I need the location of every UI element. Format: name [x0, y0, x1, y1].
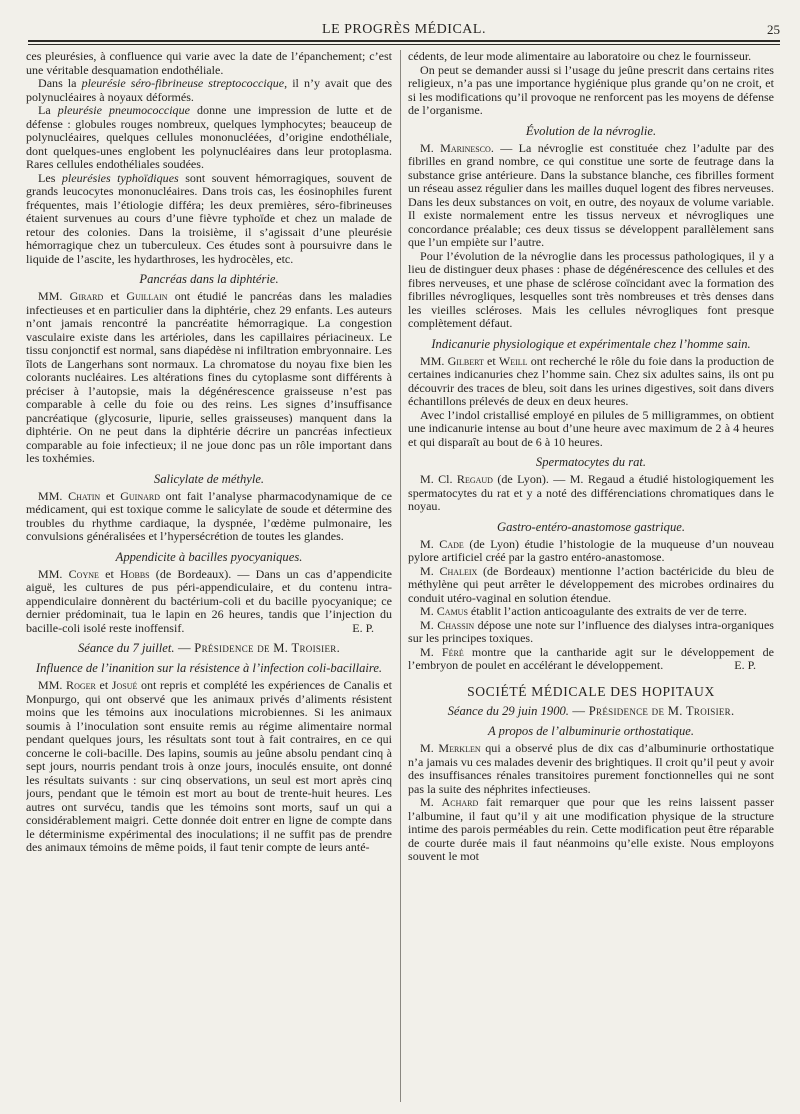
- section-heading-appendicite: Appendicite à bacilles pyocyaniques.: [115, 549, 303, 564]
- paragraph: Avec l’indol cristallisé employé en pilules de 5 milligrammes, on obtient une indicanurie intense au bout d’une heure avec maximum de 2 à 4 heures et qui disparaît au bout de 6 à 10 heures.: [408, 407, 774, 449]
- journal-title: LE PROGRÈS MÉDICAL.: [322, 22, 486, 37]
- paragraph: La pleurésie pneumococcique donne une impression de lutte et de défense : globules rouges nombreux, quelques lymphocytes; beauceup de polynucléaires, quelques cellules mononucléées, d’origine endothéliale, dont quelques-unes englobent les polynucléaires dans leur protoplasma. Rares cellules endothéliales soudées.: [26, 103, 392, 171]
- society-heading: SOCIÉTÉ MÉDICALE DES HOPITAUX: [467, 683, 715, 699]
- paragraph: MM. Coyne et Hobbs (de Bordeaux). — Dans un cas d’appendicite aiguë, les cultures de pus péri-appendiculaire, et du contenu intra-appendiculaire donnèrent du bactérium-coli et du bacille pyocyanique; ce dernier prédominait, tua le lapin en 26 heures, tandis que l’injection du bacille-coli isolé reste inoffensif. E. P.: [26, 566, 392, 635]
- paragraph: MM. Girard et Guillain ont étudié le pancréas dans les maladies infectieuses et en particulier dans la diphtérie, chez 29 enfants. Les auteurs n’ont jamais rencontré la pancréatite hémorragique. La congestion vasculaire existe dans les artérioles, dans les capillaires périacineux. Le tissu conjonctif est normal, sans diapédèse ni infiltration embryonnaire. Les îlots de Langerhans sont normaux. La chromatose du noyau fixe bien les colorants nucléaires. Les altérations fines du cytoplasme sont différents à préciser à l’autopsie, mais la dégénérescence graisseuse n’est pas comparable à celle du foie ou des reins. Les signes d’insuffisance pancréatique (glycosurie, lipurie, selles graisseuses) manquent dans la diphtérie. On ne peut dans la diphtérie décrire un pancréas infectieux comparable au foie infectieux; il ne joue donc pas un rôle important dans les toxhémies.: [26, 289, 392, 465]
- section-heading-spermatocytes: Spermatocytes du rat.: [535, 455, 647, 469]
- author-name: Roger: [66, 678, 96, 692]
- paragraph: M. Merklen qui a observé plus de dix cas d’albuminurie orthostatique n’a jamais vu ces malades devenir des brightiques. Il croit qu’il peut y avoir des insuffisances rénales transitoires purement fonctionnelles qui ne sont pas la suite des néphrites infectieuses.: [408, 741, 774, 796]
- seance-line: Séance du 29 juin 1900. — Présidence de M. Troisier.: [447, 704, 735, 718]
- left-column: [26, 50, 392, 1102]
- column-divider: [400, 50, 401, 1102]
- paragraph: On peut se demander aussi si l’usage du jeûne prescrit dans certains rites religieux, n’a pas une importance hygiénique plus grande qu’on ne croit, et si les modifications qu’il provoque ne renforcent pas les moyens de défense de l’organisme.: [408, 62, 774, 117]
- paragraph: M. Achard fait remarquer que pour que les reins laissent passer l’albumine, il faut qu’il y ait une modification physique de la structure intime des parois perméables du rein. Cette modification peut être réparable de courte durée mais il faut néanmoins qu’elle existe. Nous employons souvent le mot: [408, 795, 774, 863]
- paragraph: ces pleurésies, à confluence qui varie avec la date de l’épanchement; c’est une véritable desquamation endothéliale.: [26, 50, 392, 77]
- author-name: Achard: [441, 795, 479, 809]
- paragraph: Dans la pleurésie séro-fibrineuse streptococcique, il n’y avait que des polynucléaires à noyaux déformés.: [26, 76, 392, 104]
- paragraph: M. Cade (de Lyon) étudie l’histologie de la muqueuse d’un nouveau pylore artificiel créé par la gastro entéro-anastomose.: [408, 536, 774, 564]
- header-rule: [28, 40, 780, 45]
- author-name: Chassin: [437, 617, 475, 632]
- author-name: Hobbs: [120, 566, 150, 581]
- paragraph: M. Camus établit l’action anticoagulante des extraits de ver de terre.: [420, 604, 747, 618]
- section-heading-nevroglie: Évolution de la névroglie.: [525, 123, 657, 138]
- paragraph: M. Féré montre que la cantharide agit sur le développement de l’embryon de poulet en accélérant le développement. E. P.: [408, 644, 774, 672]
- author-name: Chaleix: [439, 563, 478, 578]
- running-head: [28, 22, 780, 38]
- paragraph: Pour l’évolution de la névroglie dans les processus pathologiques, il y a lieu de distinguer deux phases : phase de dégénérescence des cellules et des fibres nerveuses, et une phase de sclérose coïncidant avec la formation des fibrilles névrogliques, lesquelles sont très nombreuses et très denses dans les vieilles scléroses. Mais les cellules névrogliques font presque complètement défaut.: [408, 248, 774, 330]
- section-heading-inanition: Influence de l’inanition sur la résistence à l’infection coli-bacillaire.: [35, 661, 383, 675]
- author-name: Weill: [498, 353, 528, 368]
- section-heading-salicylate: Salicylate de méthyle.: [153, 471, 265, 486]
- seance-line: Séance du 7 juillet. — Présidence de M. Troisier.: [77, 641, 341, 655]
- author-name: Coyne: [68, 566, 99, 581]
- paragraph: M. Chassin dépose une note sur l’influence des dialyses intra-organiques sur les principes toxiques.: [408, 617, 774, 645]
- section-heading-indicanurie: Indicanurie physiologique et expérimentale chez l’homme sain.: [431, 336, 751, 351]
- author-name: Cade: [439, 536, 464, 551]
- paragraph: MM. Chatin et Guinard ont fait l’analyse pharmacodynamique de ce médicament, qui est toxique comme le salicylate de soude et détermine des troubles du rhythme cardiaque, la dyspnée, l’œdème pulmonaire, les convulsions généralisées et l’hypersécrétion de toutes les glandes.: [26, 488, 392, 543]
- author-name: Merklen: [438, 741, 481, 755]
- paragraph: M. Marinesco. — La névroglie est constituée chez l’adulte par des fibrilles en grand nombre, ce qui constitue une sorte de feutrage dans la substance grise antérieure. Dans la substance blanche, ces fibrilles forment un réseau assez régulier dans les mailles duquel logent des fibres nerveuses. Dans les deux substances on voit, en outre, des noyaux de volume variable. Il existe normalement entre les tissus nerveux et névrogliques une concordance préalable; ces deux tissus se développent parallèlement sans que l’un empiète sur l’autre.: [408, 140, 774, 249]
- page-number: 25: [767, 22, 780, 37]
- author-name: Girard: [69, 289, 104, 303]
- section-heading-gastro: Gastro-entéro-anastomose gastrique.: [497, 519, 685, 534]
- author-name: Regaud: [456, 472, 493, 486]
- right-column: [408, 50, 774, 1102]
- author-name: Camus: [436, 604, 468, 618]
- author-name: Guillain: [126, 289, 168, 303]
- author-name: Marinesco: [440, 140, 491, 155]
- author-name: Chatin: [68, 488, 101, 503]
- paragraph: M. Chaleix (de Bordeaux) mentionne l’action bactéricide du bleu de méthylène qui peut arrêter le développement des microbes ordinaires du conduit utéro-vaginal en solution étendue.: [408, 563, 774, 605]
- author-name: Josué: [111, 678, 138, 692]
- author-name: Guinard: [120, 488, 160, 503]
- section-heading-pancreas: Pancréas dans la diphtérie.: [139, 272, 279, 286]
- section-heading-albuminurie: A propos de l’albuminurie orthostatique.: [487, 724, 695, 738]
- paragraph: MM. Gilbert et Weill ont recherché le rôle du foie dans la production de certaines indicanuries chez l’homme sain. Chez six adultes sains, ils ont pu découvrir des traces de bleu, soit dans les urines digestives, soit dans divers échantillons prélevés de deux en deux heures.: [408, 353, 774, 408]
- paragraph: Les pleurésies typhoïdiques sont souvent hémorragiques, souvent de grands leucocytes mononucléaires. Dans trois cas, les éosinophiles furent fréquentes, mais l’étiologie différa; les deux premières, séro-fibrineuses étaient survenues au cours d’une fièvre typhoïde et chez un malade de retour des colonies. Dans la troisième, il s’agissait d’une pleurésie hémorragique chez un tuberculeux. Ces études sont à poursuivre dans le liquide de l’ascite, les hydarthroses, les hydrocèles, etc.: [26, 170, 392, 266]
- author-name: Féré: [441, 644, 464, 659]
- author-name: Gilbert: [447, 353, 484, 368]
- paragraph: MM. Roger et Josué ont repris et complété les expériences de Canalis et Monpurgo, qui ont observé que les animaux privés d’aliments résistent moins que les témoins aux inoculations microbiennes. Si les animaux soumis à l’inoculation sont ensuite remis au régime alimentaire normal pendant quelques jours, les résultats sont tout à fait contraires, en ce qui concerne le coli-bacille. Des lapins, soumis au jeûne absolu pendant cinq à sept jours, nourris pendant trois à onze jours, inoculés ensuite, ont donné les résultats suivants : sur cinq observations, un seul est mort après cinq jours, pendant que le témoin est mort au bout de trente-huit heures. Les autres ont survécu, tandis que les témoins sont morts, sauf un qui a considérablement maigri. Cette donnée doit entrer en ligne de compte dans le déterminisme expérimental des inoculations; il ne suffit pas de prendre des animaux témoins de même poids, il faut tenir compte de leurs anté-: [26, 678, 392, 854]
- paragraph: cédents, de leur mode alimentaire au laboratoire ou chez le fournisseur.: [408, 50, 752, 63]
- signature-initials: E. P.: [352, 620, 374, 635]
- paragraph: M. Cl. Regaud (de Lyon). — M. Regaud a étudié histologiquement les spermatocytes du rat et y a noté des différenciations chromatiques dans le noyau.: [408, 472, 774, 513]
- signature-initials: E. P.: [734, 658, 756, 672]
